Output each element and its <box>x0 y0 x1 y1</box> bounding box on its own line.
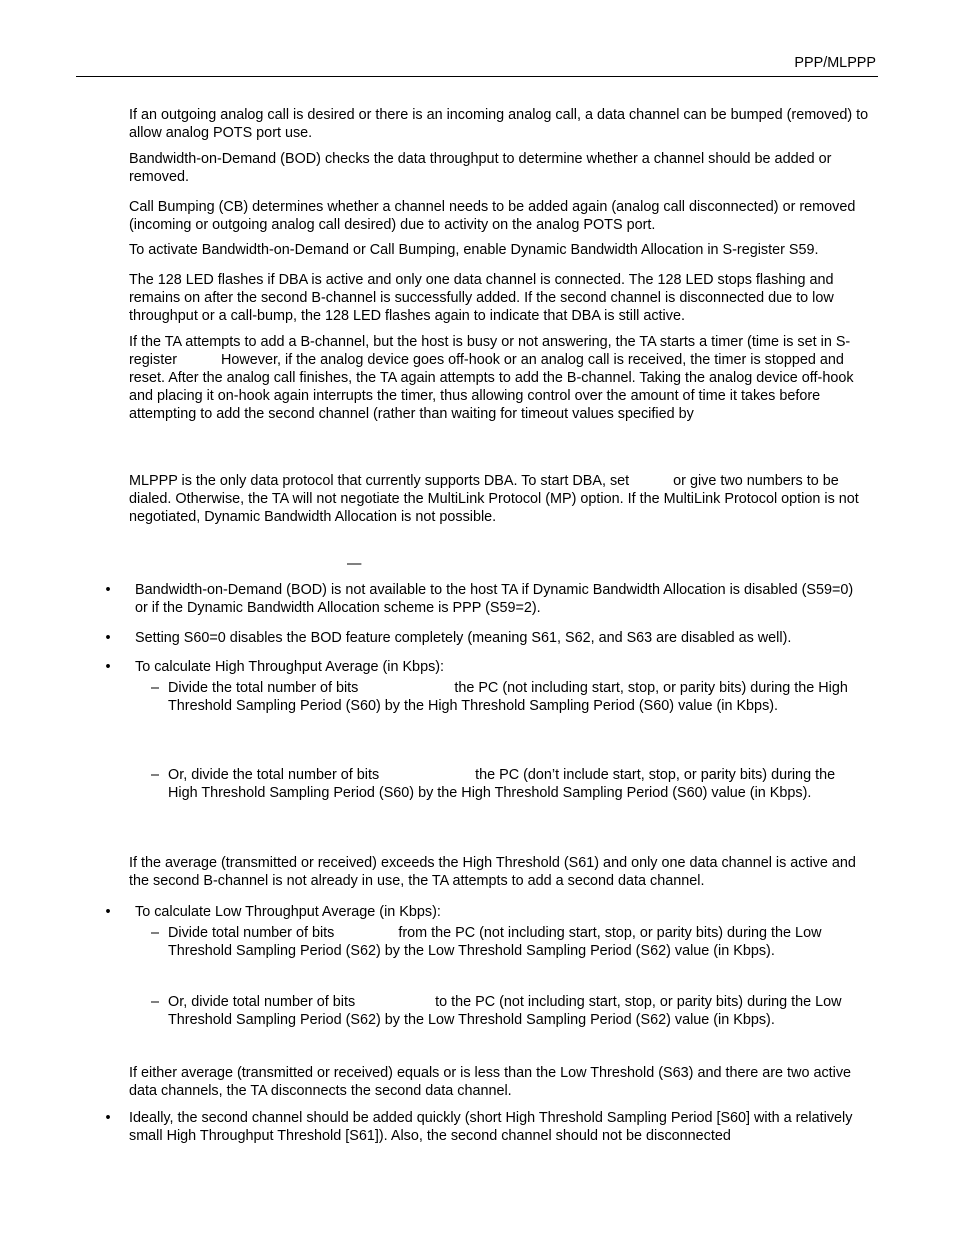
paragraph-bod-intro: Bandwidth-on-Demand (BOD) checks the data throughput to determine whether a channel should be added or removed. <box>129 151 832 185</box>
sub-bullet-marker: – <box>151 767 160 783</box>
header-rule <box>76 76 878 77</box>
paragraph-high-threshold-result: If the average (transmitted or received) exceeds the High Threshold (S61) and only one data channel is active and the second B-channel is not already in use, the TA attempts to add a second data channel. <box>129 855 856 889</box>
bullet-marker: • <box>105 659 111 675</box>
sub-bullet-marker: – <box>151 994 160 1010</box>
sub-bullet-high-transmitted: Divide the total number of bits the PC (not including start, stop, or parity bits) during the High Threshold Sampling Period (S60) by the High Threshold Sampling Period (S60) value (in Kbps). <box>168 680 852 714</box>
paragraph-mlppp-dba: MLPPP is the only data protocol that currently supports DBA. To start DBA, set or give two numbers to be dialed. Otherwise, the TA will not negotiate the MultiLink Protocol (MP) option. If the MultiLink Protocol option is not negotiated, Dynamic Bandwidth Allocation is not possible. <box>129 473 863 525</box>
bullet-marker: • <box>105 904 111 920</box>
sub-bullet-marker: – <box>151 680 160 696</box>
sub-bullet-high-received: Or, divide the total number of bits the PC (don’t include start, stop, or parity bits) during the High Threshold Sampling Period (S60) by the High Threshold Sampling Period (S60) value (in Kbps). <box>168 767 840 801</box>
paragraph-call-bumping-intro: If an outgoing analog call is desired or there is an incoming analog call, a data channel can be bumped (removed) to allow analog POTS port use. <box>129 107 869 141</box>
bullet-high-throughput: To calculate High Throughput Average (in Kbps): <box>135 659 445 675</box>
paragraph-activate-dba: To activate Bandwidth-on-Demand or Call Bumping, enable Dynamic Bandwidth Allocation in S-register S59. <box>129 242 819 258</box>
bullet-s60-disable: Setting S60=0 disables the BOD feature completely (meaning S61, S62, and S63 are disabled as well). <box>135 630 792 646</box>
header-section-title: PPP/MLPPP <box>794 55 876 71</box>
paragraph-cb-description: Call Bumping (CB) determines whether a channel needs to be added again (analog call disconnected) or removed (incoming or outgoing analog call desired) due to activity on the analog POTS port. <box>129 199 856 233</box>
bullet-low-throughput: To calculate Low Throughput Average (in Kbps): <box>135 904 441 920</box>
paragraph-timer: If the TA attempts to add a B-channel, but the host is busy or not answering, the TA starts a timer (time is set in S-register However, if the analog device goes off-hook or an analog call is received, the timer is stopped and reset. After the analog call finishes, the TA again attempts to add the B-channel. Taking the analog device off-hook and placing it on-hook again interrupts the timer, thus allowing control over the amount of time it takes before attempting to add the second channel (rather than waiting for timeout values specified by <box>129 334 858 422</box>
sub-bullet-marker: – <box>151 925 160 941</box>
paragraph-led-behavior: The 128 LED flashes if DBA is active and only one data channel is connected. The 128 LED stops flashing and remains on after the second B-channel is successfully added. If the second channel is disconnected due to low throughput or a call-bump, the 128 LED flashes again to indicate that DBA is still active. <box>129 272 834 324</box>
sub-bullet-low-transmitted: Divide total number of bits from the PC (not including start, stop, or parity bits) during the Low Threshold Sampling Period (S62) by the Low Threshold Sampling Period (S62) value (in Kbps). <box>168 925 826 959</box>
bullet-ideal-settings: Ideally, the second channel should be added quickly (short High Threshold Sampling Period [S60] with a relatively small High Throughput Threshold [S61]). Also, the second channel should not be disconnected <box>129 1110 853 1144</box>
paragraph-low-threshold-result: If either average (transmitted or received) equals or is less than the Low Threshold (S63) and there are two active data channels, the TA disconnects the second data channel. <box>129 1065 852 1099</box>
bullet-marker: • <box>105 630 111 646</box>
sub-bullet-low-received: Or, divide total number of bits to the PC (not including start, stop, or parity bits) during the Low Threshold Sampling Period (S62) by the Low Threshold Sampling Period (S62) value (in Kbps). <box>168 994 846 1028</box>
bullet-marker: • <box>105 1110 111 1126</box>
bullet-marker: • <box>105 582 111 598</box>
note-dash: — <box>347 556 362 572</box>
bullet-bod-availability: Bandwidth-on-Demand (BOD) is not available to the host TA if Dynamic Bandwidth Allocation is disabled (S59=0) or if the Dynamic Bandwidth Allocation scheme is PPP (S59=2). <box>135 582 854 616</box>
